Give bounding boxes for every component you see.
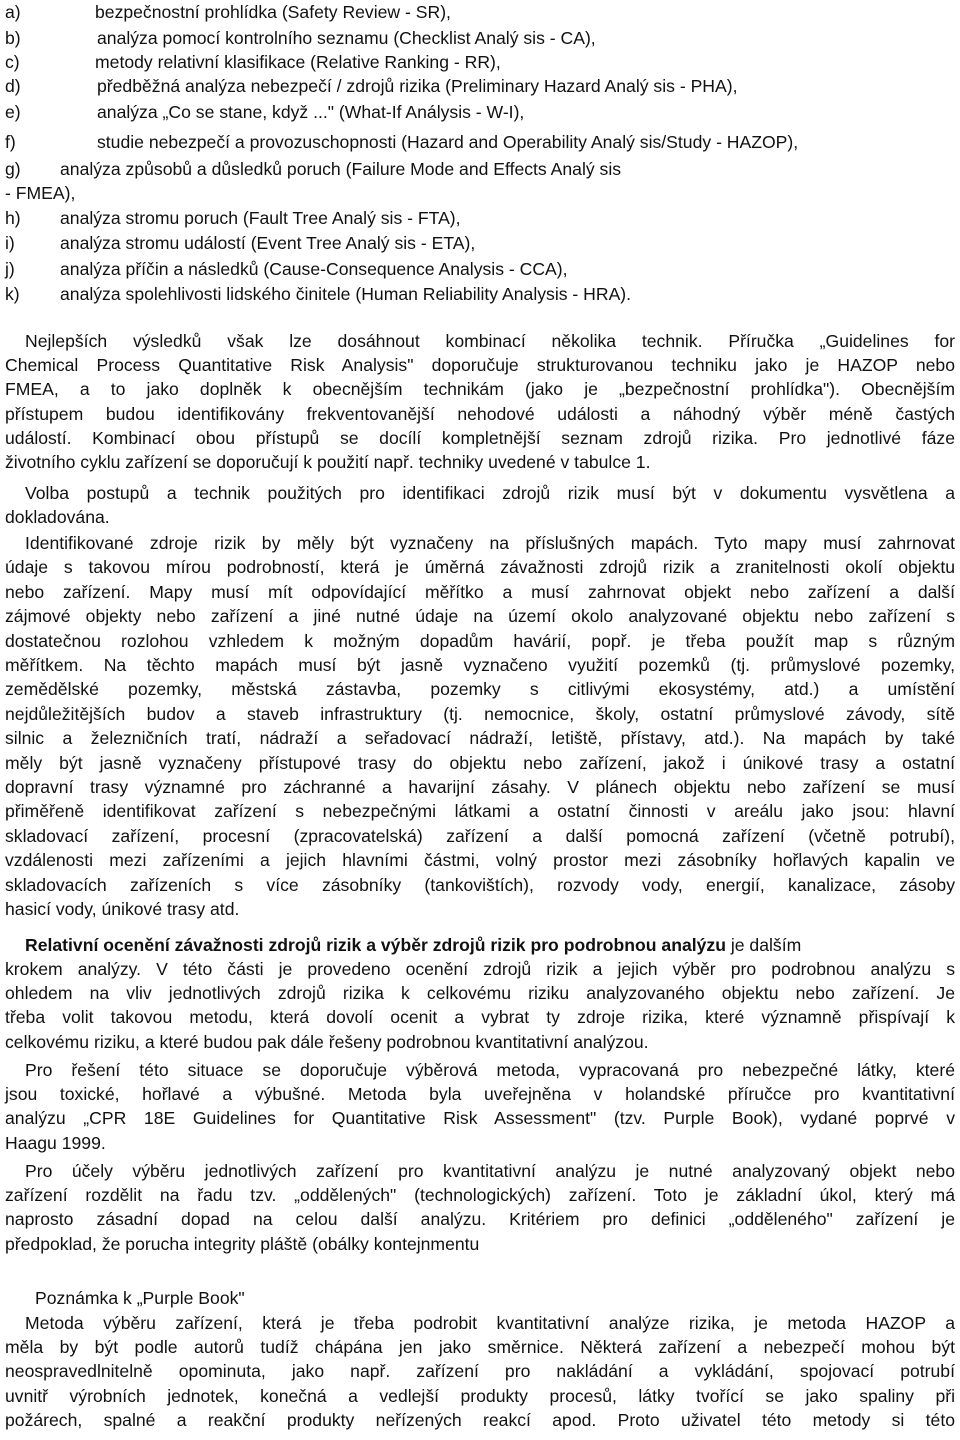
paragraph-line: předpoklad, že porucha integrity pláště (obálky kontejnmentu bbox=[5, 1233, 480, 1254]
list-marker: h) bbox=[5, 208, 21, 228]
list-marker: a) bbox=[5, 2, 21, 22]
paragraph-line: dopravní trasy významné pro záchranné a havarijní zásahy. V plánech objektu nebo zařízení se musí bbox=[5, 777, 955, 797]
list-marker: f) bbox=[5, 132, 16, 152]
paragraph-line: Identifikované zdroje rizik by měly být vyznačeny na příslušných mapách. Tyto mapy musí zahrnovat bbox=[25, 533, 955, 553]
paragraph-line: skladovacích zařízeních s více zásobníky (tankovištích), rozvody vody, energií, kanalizace, zásoby bbox=[5, 874, 955, 895]
paragraph-line: údaje s takovou mírou podrobností, která je úměrná závažnosti zdrojů rizik a zranitelnosti okolí objektu bbox=[5, 557, 955, 578]
list-item-text: analýza stromu událostí (Event Tree Analý sis - ETA), bbox=[60, 233, 476, 253]
list-marker: e) bbox=[5, 102, 21, 122]
paragraph-line: uvnitř výrobních jednotek, konečná a vedlejší produkty procesů, látky tvořící se jako spaliny při bbox=[5, 1385, 955, 1406]
paragraph-line: Metoda výběru zařízení, která je třeba podrobit kvantitativní analýze rizika, je metoda HAZOP a bbox=[25, 1313, 955, 1333]
paragraph-line: zařízení rozdělit na řadu tzv. „oddělených" (technologických) zařízení. Toto je základní úkol, který má bbox=[5, 1185, 955, 1206]
list-marker: b) bbox=[5, 28, 21, 48]
paragraph-line: měla by být podle autorů tudíž chápána jen jako směrnice. Některá zařízení a nebezpečí mohou být bbox=[5, 1337, 955, 1358]
paragraph-line: naprosto zásadní dopad na celou další analýzu. Kritériem pro definici „odděleného" zařízení je bbox=[5, 1209, 955, 1230]
list-marker: k) bbox=[5, 284, 20, 304]
list-item-text: předběžná analýza nebezpečí / zdrojů rizika (Preliminary Hazard Analý sis - PHA), bbox=[97, 76, 738, 96]
list-item-text: studie nebezpečí a provozuschopnosti (Hazard and Operability Analý sis/Study - HAZOP), bbox=[97, 132, 799, 152]
list-item-text: analýza spolehlivosti lidského činitele (Human Reliability Analysis - HRA). bbox=[60, 284, 632, 304]
paragraph-line: ohledem na vliv jednotlivých zdrojů rizika k celkovému riziku analyzovaného objektu nebo zařízení. Je bbox=[5, 983, 955, 1004]
paragraph-line: Pro řešení této situace se doporučuje výběrová metoda, vypracovaná pro nebezpečné látky, které bbox=[25, 1060, 955, 1080]
paragraph-line: požárech, spalné a reakční produkty neřízených reakcí apod. Proto uživatel této metody si této bbox=[5, 1409, 955, 1430]
paragraph-line: krokem analýzy. V této části je provedeno ocenění zdrojů rizik a jejich výběr pro podrobnou analýzu s bbox=[5, 959, 955, 979]
paragraph-line: třeba volit takovou metodu, která dovolí ocenit a vybrat ty zdroje rizika, které významně přispívají k bbox=[5, 1007, 955, 1028]
paragraph-line: zájmové objekty nebo zařízení a jiné nutné údaje na území okolo analyzované objektu nebo zařízení s bbox=[5, 606, 955, 627]
list-item-text: analýza stromu poruch (Fault Tree Analý sis - FTA), bbox=[60, 208, 461, 228]
list-marker: c) bbox=[5, 52, 20, 72]
paragraph-line: nebo zařízení. Mapy musí mít odpovídající měřítko a musí zahrnovat objekt nebo zařízení a další bbox=[5, 581, 955, 602]
list-item-text: analýza příčin a následků (Cause-Consequence Analysis - CCA), bbox=[60, 259, 568, 279]
paragraph-line: zemědělské pozemky, městská zástavba, pozemky s citlivými ekosystémy, atd.) a umístění bbox=[5, 679, 955, 700]
list-marker: g) bbox=[5, 159, 21, 179]
list-item-text: bezpečnostní prohlídka (Safety Review - SR), bbox=[95, 2, 451, 22]
paragraph-text: je dalším bbox=[725, 935, 802, 955]
list-item-text: - FMEA), bbox=[5, 183, 76, 203]
paragraph-line: Nejlepších výsledků však lze dosáhnout kombinací několika technik. Příručka „Guidelines for bbox=[25, 331, 955, 351]
paragraph-line: neospravedlnitelně opominuta, jako např. zařízení pro nakládání a vykládání, spojovací potrubí bbox=[5, 1361, 955, 1382]
paragraph-line: měly být jasně vyznačeny přístupové trasy do objektu nebo zařízení, jakož i únikové trasy a ostatní bbox=[5, 752, 955, 773]
paragraph-line: analýzu „CPR 18E Guidelines for Quantitative Risk Assessment" (tzv. Purple Book), vydané poprvé v bbox=[5, 1108, 955, 1129]
paragraph-line: dokladována. bbox=[5, 507, 110, 528]
list-marker: d) bbox=[5, 76, 21, 96]
paragraph-line: hasicí vody, únikové trasy atd. bbox=[5, 899, 240, 919]
paragraph-line bbox=[25, 934, 801, 956]
paragraph-line: přístupem budou identifikovány frekventovanější nehodové události a náhodný výběr méně častých bbox=[5, 403, 955, 424]
list-item-text: metody relativní klasifikace (Relative Ranking - RR), bbox=[95, 52, 501, 72]
list-item-text: analýza pomocí kontrolního seznamu (Checklist Analý sis - CA), bbox=[97, 28, 596, 48]
list-marker: j) bbox=[5, 259, 15, 279]
paragraph-line: vzdálenosti mezi zařízeními a jejich hlavními částmi, volný prostor mezi zásobníky hořlavých kapalin ve bbox=[5, 850, 955, 871]
paragraph-line: Pro účely výběru jednotlivých zařízení pro kvantitativní analýzu je nutné analyzovaný objekt nebo bbox=[25, 1161, 955, 1181]
list-item-text: analýza způsobů a důsledků poruch (Failure Mode and Effects Analý sis bbox=[60, 159, 622, 179]
list-item-text: analýza „Co se stane, když ..." (What-If Análysis - W-I), bbox=[97, 102, 525, 122]
paragraph-line: událostí. Kombinací obou přístupů se docílí kompletnější seznam zdrojů rizika. Pro jednotlivé fáze bbox=[5, 427, 955, 448]
paragraph-line: měřítkem. Na těchto mapách musí být jasně vyznačeno využití pozemků (tj. průmyslové pozemky, bbox=[5, 655, 955, 675]
paragraph-line: Volba postupů a technik použitých pro identifikaci zdrojů rizik musí být v dokumentu vysvětlena a bbox=[25, 483, 955, 503]
paragraph-line: Haagu 1999. bbox=[5, 1132, 106, 1153]
paragraph-line: přiměřeně identifikovat zařízení s nebezpečnými látkami a ostatní činnosti v areálu jako jsou: hlavní bbox=[5, 801, 955, 822]
paragraph-line: nejdůležitějších budov a staveb infrastruktury (tj. nemocnice, školy, ostatní průmyslové závody, sítě bbox=[5, 703, 955, 724]
paragraph-line: Chemical Process Quantitative Risk Analysis" doporučuje strukturovanou techniku jako je HAZOP nebo bbox=[5, 355, 955, 376]
paragraph-line: FMEA, a to jako doplněk k obecnějším technikám (jako je „bezpečnostní prohlídka"). Obecnějším bbox=[5, 379, 955, 400]
section-heading: Relativní ocenění závažnosti zdrojů rizik a výběr zdrojů rizik pro podrobnou analýzu bbox=[25, 935, 726, 955]
paragraph-line: dostatečnou rozlohou vzhledem k možným dopadům havárií, popř. je třeba použít map s různým bbox=[5, 630, 955, 651]
paragraph-line: skladovací zařízení, procesní (zpracovatelská) zařízení a další pomocná zařízení (včetně potrubí), bbox=[5, 825, 955, 846]
note-heading: Poznámka k „Purple Book" bbox=[35, 1288, 245, 1308]
paragraph-line: silnic a železničních tratí, nádraží a seřadovací nádraží, letiště, přístavy, atd.). Na mapách by také bbox=[5, 728, 955, 749]
paragraph-line: životního cyklu zařízení se doporučují k použití např. techniky uvedené v tabulce 1. bbox=[5, 452, 651, 472]
paragraph-line: jsou toxické, hořlavé a výbušné. Metoda byla uveřejněna v holandské příručce pro kvantitativní bbox=[5, 1084, 955, 1105]
list-marker: i) bbox=[5, 233, 15, 253]
paragraph-line: celkovému riziku, a které budou pak dále řešeny podrobnou kvantitativní analýzou. bbox=[5, 1031, 649, 1052]
